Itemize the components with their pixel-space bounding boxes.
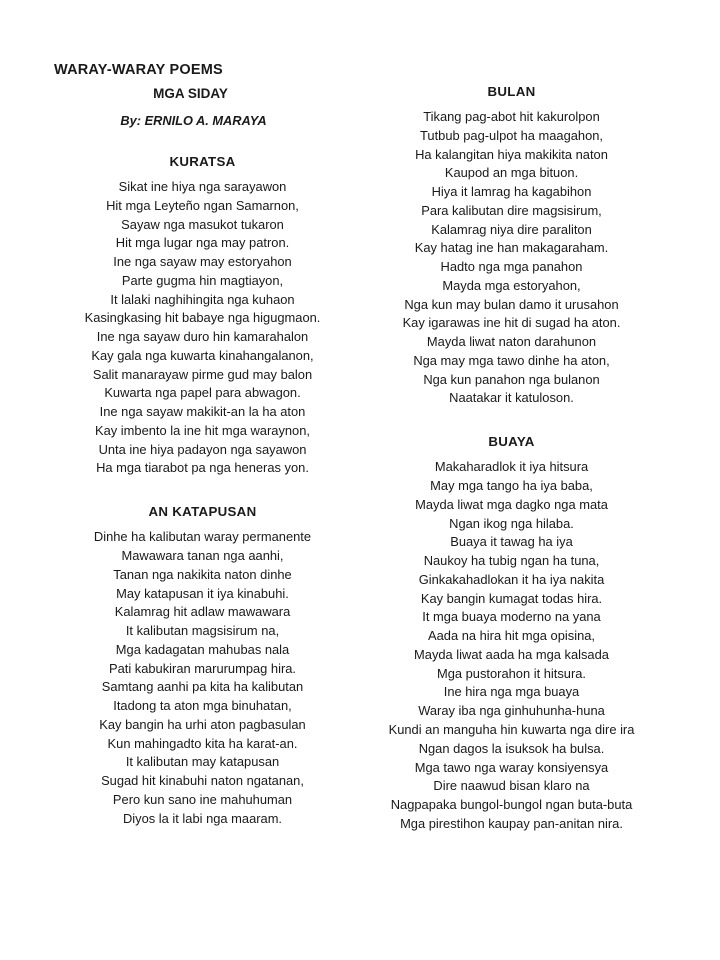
poem-line: Tanan nga nakikita naton dinhe: [113, 566, 292, 582]
poem-line: Mayda liwat aada ha mga kalsada: [414, 646, 609, 662]
poem-line: Kay bangin kumagat todas hira.: [420, 590, 603, 606]
poem-line: Kaupod an mga bituon.: [444, 165, 579, 181]
poem-line: Diyos la it labi nga maaram.: [122, 810, 283, 826]
poem-body-buaya: [357, 458, 666, 833]
poem-line: It mga buaya moderno na yana: [422, 609, 601, 625]
poem-line: May katapusan it iya kinabuhi.: [116, 585, 289, 601]
poem-line: Parte gugma hin magtiayon,: [121, 272, 284, 288]
poem-line: Ha mga tiarabot pa nga heneras yon.: [96, 460, 309, 476]
poem-line: Kuwarta nga papel para abwagon.: [104, 385, 301, 401]
poem-line: Hit mga lugar nga may patron.: [115, 235, 290, 251]
left-column: [48, 62, 357, 855]
poem-title-bulan: BULAN: [487, 84, 536, 99]
poem-line: Kasingkasing hit babaye nga higugmaon.: [84, 310, 321, 326]
right-column: [357, 62, 666, 860]
poem-buaya: [357, 434, 666, 833]
poem-line: Kay igarawas ine hit di sugad ha aton.: [402, 315, 621, 331]
poem-line: Kundi an manguha hin kuwarta nga dire ira: [388, 721, 635, 737]
poem-line: Hadto nga mga panahon: [440, 259, 583, 275]
poem-line: Mga pustorahon it hitsura.: [436, 665, 587, 681]
poem-line: Nga kun panahon nga bulanon: [423, 371, 600, 387]
poem-line: Kay hatag ine han makagaraham.: [414, 240, 609, 256]
poem-line: Mayda mga estoryahon,: [442, 277, 581, 293]
poem-line: Sugad hit kinabuhi naton ngatanan,: [101, 773, 304, 789]
poem-line: Kalamrag hit adlaw mawawara: [114, 604, 291, 620]
poem-line: Buaya it tawag ha iya: [450, 534, 573, 550]
poem-line: Waray iba nga ginhuhunha-huna: [418, 703, 605, 719]
poem-line: Pero kun sano ine mahuhuman: [112, 791, 293, 807]
poem-line: Nga kun may bulan damo it urusahon: [404, 296, 619, 312]
poem-line: Kay bangin ha urhi aton pagbasulan: [99, 716, 306, 732]
poem-line: Tikang pag-abot hit kakurolpon: [423, 109, 600, 124]
poem-line: Mayda liwat mga dagko nga mata: [415, 496, 608, 512]
poem-title-an-katapusan: AN KATAPUSAN: [148, 504, 257, 520]
poem-line: Nagpapaka bungol-bungol ngan buta-buta: [390, 797, 633, 813]
poem-line: Samtang aanhi pa kita ha kalibutan: [101, 679, 304, 695]
poem-line: It kalibutan magsisirum na,: [125, 623, 280, 639]
poem-line: May mga tango ha iya baba,: [430, 478, 593, 494]
document-subtitle: MGA SIDAY: [153, 86, 228, 101]
poem-line: Mayda liwat naton darahunon: [426, 334, 597, 350]
poem-line: It lalaki naghihingita nga kuhaon: [110, 291, 295, 307]
poem-body-an-katapusan: [48, 528, 357, 828]
poem-line: Kalamrag niya dire paraliton: [431, 221, 592, 237]
poem-line: Dinhe ha kalibutan waray permanente: [93, 529, 312, 545]
poem-line: Tutbub pag-ulpot ha maagahon,: [420, 127, 603, 143]
poem-line: Ine nga sayaw may estoryahon: [113, 254, 292, 270]
poem-line: Salit manarayaw pirme gud may balon: [92, 366, 313, 382]
poem-line: Sikat ine hiya nga sarayawon: [118, 179, 287, 194]
poem-line: It kalibutan may katapusan: [125, 754, 280, 770]
poem-line: Pati kabukiran marurumpag hira.: [108, 660, 296, 676]
poem-an-katapusan: [48, 504, 357, 828]
document-title: WARAY-WARAY POEMS: [54, 62, 223, 78]
poem-line: Sayaw nga masukot tukaron: [121, 216, 284, 232]
poem-line: Mga kadagatan mahubas nala: [115, 641, 290, 657]
poem-line: Ha kalangitan hiya makikita naton: [415, 146, 608, 162]
poem-line: Ngan dagos la isuksok ha bulsa.: [418, 740, 605, 756]
poem-line: Unta ine hiya padayon nga sayawon: [98, 441, 307, 457]
poem-line: Ngan ikog nga hilaba.: [449, 515, 574, 531]
poem-line: Naatakar it katuloson.: [449, 390, 574, 406]
poem-line: Itadong ta aton mga binuhatan,: [113, 698, 292, 714]
poem-kuratsa: [48, 154, 357, 478]
poem-line: Kun mahingadto kita ha karat-an.: [107, 735, 298, 751]
poem-line: Naukoy ha tubig ngan ha tuna,: [423, 553, 600, 569]
poem-line: Ine nga sayaw duro hin kamarahalon: [96, 329, 309, 345]
poem-line: Ginkakahadlokan it ha iya nakita: [418, 571, 605, 587]
poem-body-bulan: [357, 108, 666, 408]
poem-line: Mga tawo nga waray konsiyensya: [414, 759, 609, 775]
poem-line: Ine nga sayaw makikit-an la ha aton: [99, 404, 306, 420]
poem-line: Nga may mga tawo dinhe ha aton,: [413, 352, 610, 368]
poem-line: Aada na hira hit mga opisina,: [428, 628, 595, 644]
poem-line: Kay imbento la ine hit mga waraynon,: [95, 422, 310, 438]
poem-line: Mawawara tanan nga aanhi,: [121, 548, 284, 564]
poem-title-kuratsa: KURATSA: [169, 154, 236, 169]
document-byline: By: ERNILO A. MARAYA: [120, 113, 267, 128]
poem-line: Para kalibutan dire magsisirum,: [421, 202, 602, 218]
two-column-layout: [40, 62, 680, 860]
poem-bulan: [357, 84, 666, 408]
poem-line: Hiya it lamrag ha kagabihon: [431, 184, 592, 200]
poem-body-kuratsa: [48, 178, 357, 478]
poem-line: Hit mga Leyteño ngan Samarnon,: [106, 197, 299, 213]
poem-line: Mga pirestihon kaupay pan-anitan nira.: [400, 815, 623, 831]
poem-line: Makaharadlok it iya hitsura: [434, 459, 589, 475]
poem-line: Ine hira nga mga buaya: [443, 684, 580, 700]
column-spacer: [357, 62, 666, 84]
poem-line: Dire naawud bisan klaro na: [433, 778, 590, 794]
poem-title-buaya: BUAYA: [488, 434, 535, 450]
poem-line: Kay gala nga kuwarta kinahangalanon,: [91, 347, 314, 363]
